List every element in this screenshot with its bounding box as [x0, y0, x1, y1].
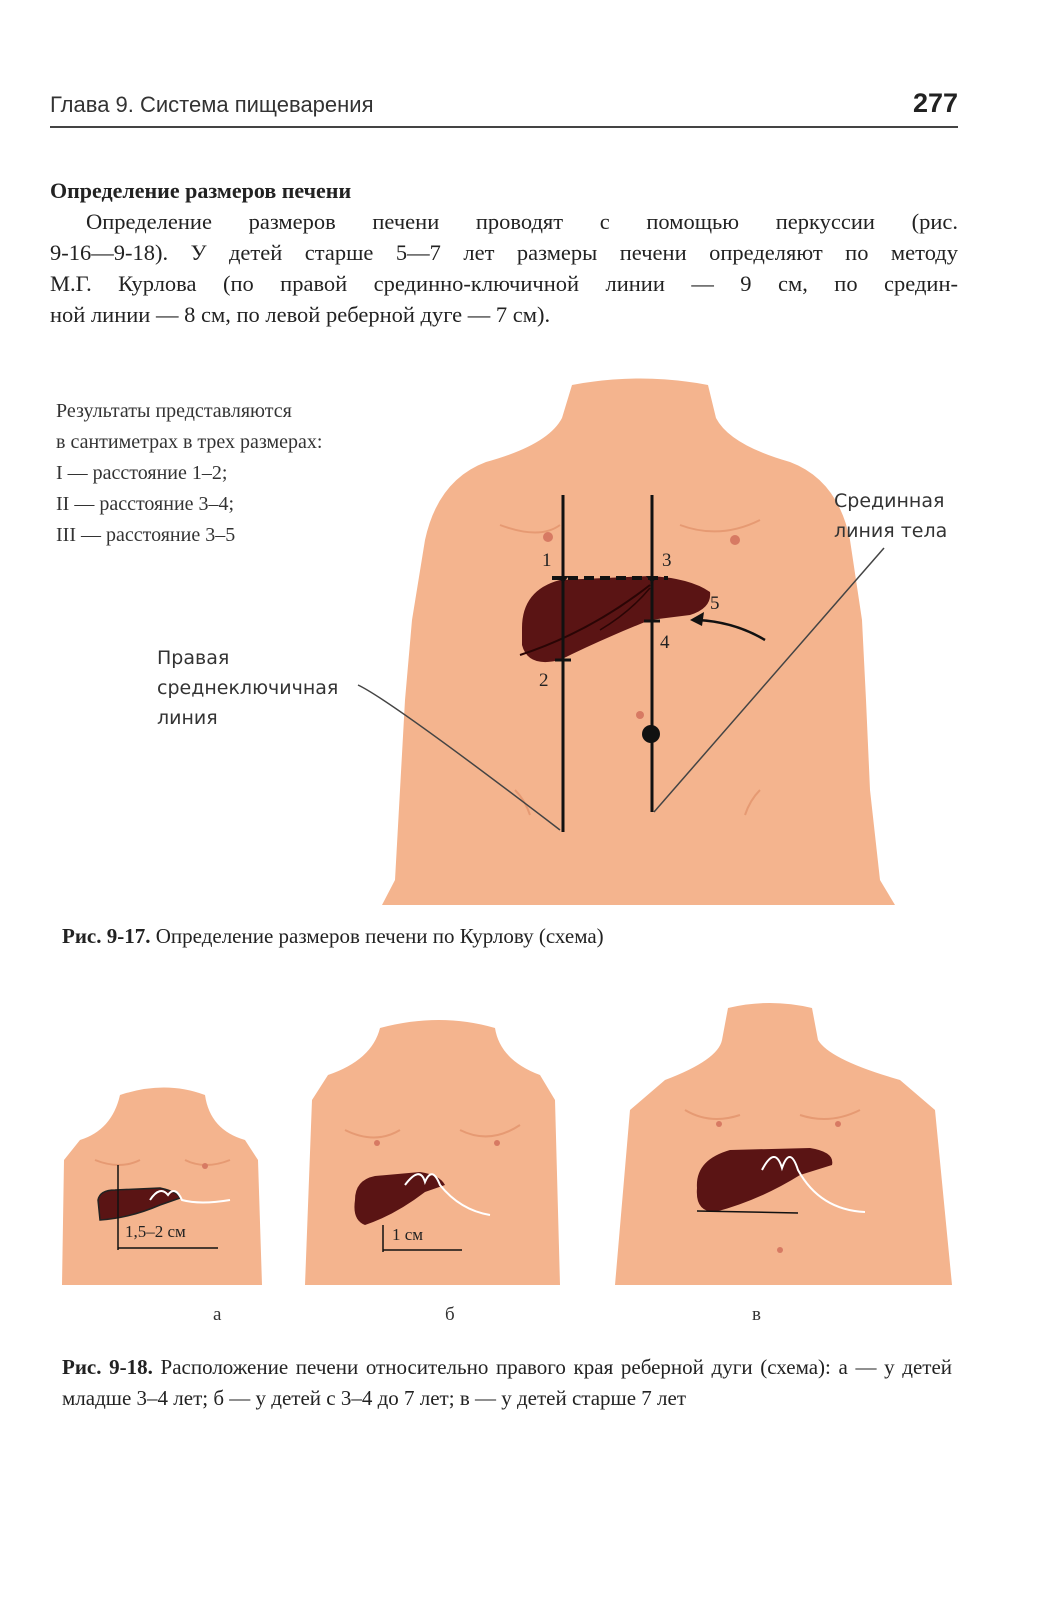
clavicular-line-label: Правая среднеключичная линия [157, 647, 339, 729]
legend-line: I — расстояние 1–2; [56, 462, 228, 484]
chapter-title: Глава 9. Система пищеварения [50, 92, 374, 117]
point-label-1: 1 [542, 550, 552, 571]
median-line-label: Срединная линия тела [834, 490, 948, 542]
point-label-2: 2 [539, 670, 549, 691]
navel [636, 711, 644, 719]
figure-17-caption [62, 924, 604, 949]
page-number: 277 [912, 88, 958, 118]
figure-18-panel-v [615, 1003, 952, 1285]
legend-line: II — расстояние 3–4; [56, 493, 235, 515]
paragraph-line: Определение размеров печени проводят с помощью перкуссии (рис. [86, 209, 958, 234]
nipple-left [730, 535, 740, 545]
legend-line: III — расстояние 3–5 [56, 524, 236, 546]
figure-18-caption [62, 1352, 952, 1414]
median-line-dot [642, 725, 660, 743]
figure-17-caption-text: Определение размеров печени по Курлову (схема) [155, 924, 604, 948]
point-label-3: 3 [662, 550, 672, 571]
panel-b-letter: б [445, 1304, 455, 1325]
paragraph-line: ной линии — 8 см, по левой реберной дуге — 7 см). [50, 302, 551, 327]
panel-a-letter: а [213, 1304, 222, 1325]
paragraph-line: М.Г. Курлова (по правой срединно-ключичной линии — 9 см, по средин- [50, 271, 958, 296]
panel-v-letter: в [752, 1304, 761, 1325]
nipple-right [543, 532, 553, 542]
paragraph-line: 9-16—9-18). У детей старше 5—7 лет размеры печени определяют по методу [50, 240, 958, 265]
figure-18-panel-a [62, 1088, 262, 1286]
point-label-4: 4 [660, 632, 670, 653]
legend-line: Результаты представляются [56, 400, 292, 422]
torso-silhouette [382, 379, 895, 906]
figure-18-panel-b [305, 1020, 560, 1285]
figure-17-legend [56, 396, 322, 551]
panel-b-measure: 1 см [392, 1225, 424, 1244]
section-title: Определение размеров печени [50, 178, 352, 203]
point-label-5: 5 [710, 593, 720, 614]
figure-18-caption-label: Рис. 9-18. [62, 1355, 153, 1379]
panel-a-measure: 1,5–2 см [125, 1222, 186, 1241]
figure-17-caption-label: Рис. 9-17. [62, 924, 151, 948]
legend-line: в сантиметрах в трех размерах: [56, 431, 323, 453]
figure-18-caption-text: Расположение печени относительно правого края реберной дуги (схема): а — у детей младше 3–4 лет; б — у детей с 3–4 до 7 лет; в — у детей старше 7 лет [62, 1355, 953, 1410]
